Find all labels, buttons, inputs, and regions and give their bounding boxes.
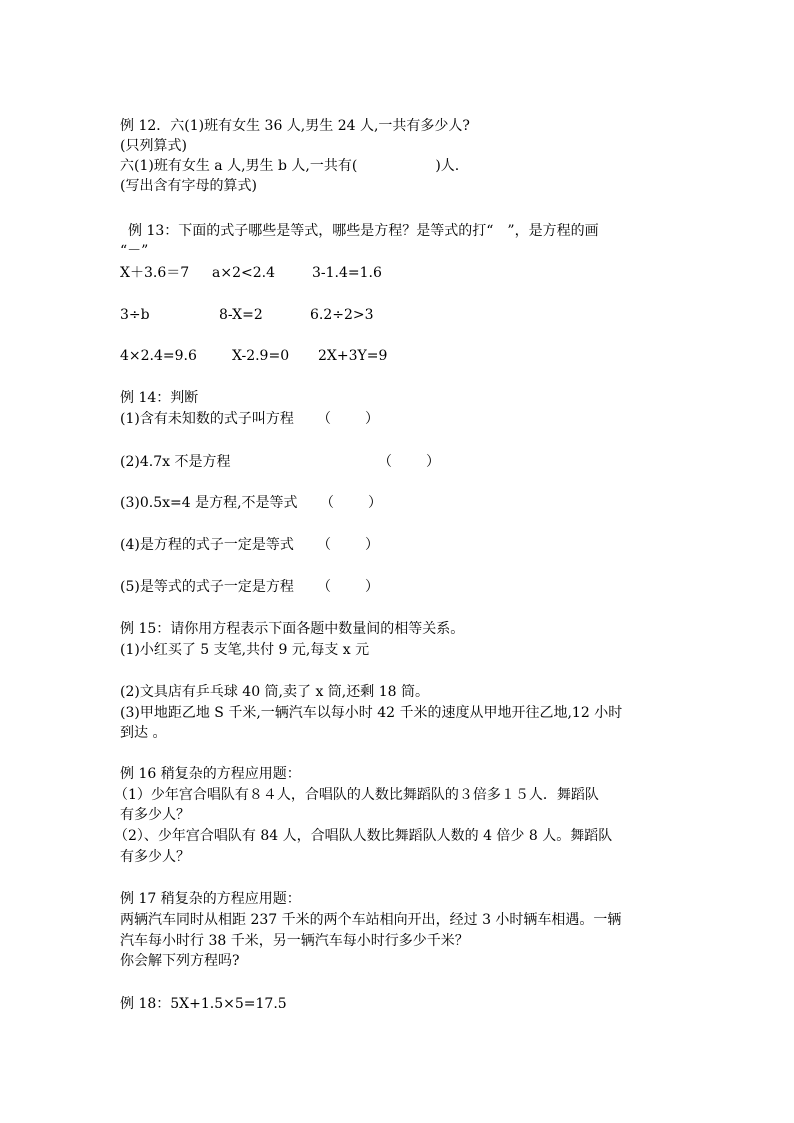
ex13-expr: 2X+3Y=9	[318, 348, 388, 364]
ex13-question: 例 13：下面的式子哪些是等式，哪些是方程？是等式的打“ ”，是方程的画	[128, 223, 599, 239]
ex16-question-2: （2）、少年宫合唱队有 84 人，合唱队人数比舞蹈队人数的 4 倍少 8 人。舞蹈队	[114, 828, 613, 844]
ex14-item: (5)是等式的式子一定是方程	[120, 579, 294, 595]
ex17-prompt: 你会解下列方程吗?	[120, 953, 240, 969]
ex16-question-1-cont: 有多少人？	[120, 807, 190, 823]
ex17-title: 例 17 稍复杂的方程应用题：	[120, 891, 301, 907]
ex12-question: 例 12．六(1)班有女生 36 人,男生 24 人,一共有多少人?	[120, 118, 470, 134]
ex14-item: (4)是方程的式子一定是等式	[120, 537, 294, 553]
ex12-instruction: (只列算式)	[120, 138, 187, 154]
ex13-expr: 3÷b	[120, 307, 150, 323]
ex18-equation: 例 18：5X+1.5×5=17.5	[120, 996, 287, 1012]
ex14-answer-paren: （ ）	[317, 537, 379, 553]
ex13-question-cont: “－”	[120, 243, 149, 259]
ex13-expr: 8-X=2	[219, 307, 263, 323]
ex12-letter-instruction: (写出含有字母的算式)	[120, 178, 257, 194]
ex17-question-cont: 汽车每小时行 38 千米，另一辆汽车每小时行多少千米？	[120, 933, 469, 949]
ex14-answer-paren: （ ）	[320, 495, 382, 511]
ex15-item: (2)文具店有乒乓球 40 筒,卖了 x 筒,还剩 18 筒。	[120, 684, 429, 700]
ex12-letter-question	[120, 157, 459, 175]
ex13-expr: 6.2÷2>3	[310, 307, 374, 323]
ex16-question-1: （1）少年宫合唱队有８４人，合唱队的人数比舞蹈队的３倍多１５人．舞蹈队	[114, 787, 599, 803]
ex13-expr: X＋3.6＝7	[120, 265, 190, 281]
ex12-letter-question-start: 六(1)班有女生 a 人,男生 b 人,一共有(	[120, 158, 358, 174]
ex14-item: (2)4.7x 不是方程	[120, 454, 231, 470]
ex15-title: 例 15：请你用方程表示下面各题中数量间的相等关系。	[120, 621, 465, 637]
ex12-letter-question-end: )人.	[435, 158, 460, 174]
ex15-item: (1)小红买了 5 支笔,共付 9 元,每支 x 元	[120, 642, 370, 658]
ex14-item: (3)0.5x=4 是方程,不是等式	[120, 495, 298, 511]
ex13-expr: X-2.9=0	[232, 348, 290, 364]
ex16-question-2-cont: 有多少人？	[120, 849, 190, 865]
ex14-answer-paren: （ ）	[317, 579, 379, 595]
ex14-answer-paren: （ ）	[378, 454, 440, 470]
ex15-item: (3)甲地距乙地 S 千米,一辆汽车以每小时 42 千米的速度从甲地开往乙地,12 小时	[120, 705, 623, 721]
ex13-expr: 3-1.4=1.6	[312, 265, 382, 281]
ex13-expr: 4×2.4=9.6	[120, 348, 197, 364]
ex16-title: 例 16 稍复杂的方程应用题：	[120, 766, 301, 782]
ex14-title: 例 14：判断	[120, 390, 199, 406]
ex13-expr: a×2<2.4	[212, 265, 275, 281]
ex14-answer-paren: （ ）	[317, 411, 379, 427]
ex14-item: (1)含有未知数的式子叫方程	[120, 411, 294, 427]
ex17-question: 两辆汽车同时从相距 237 千米的两个车站相向开出，经过 3 小时辆车相遇。一辆	[120, 912, 622, 928]
ex15-item-cont: 到达 。	[120, 725, 167, 741]
